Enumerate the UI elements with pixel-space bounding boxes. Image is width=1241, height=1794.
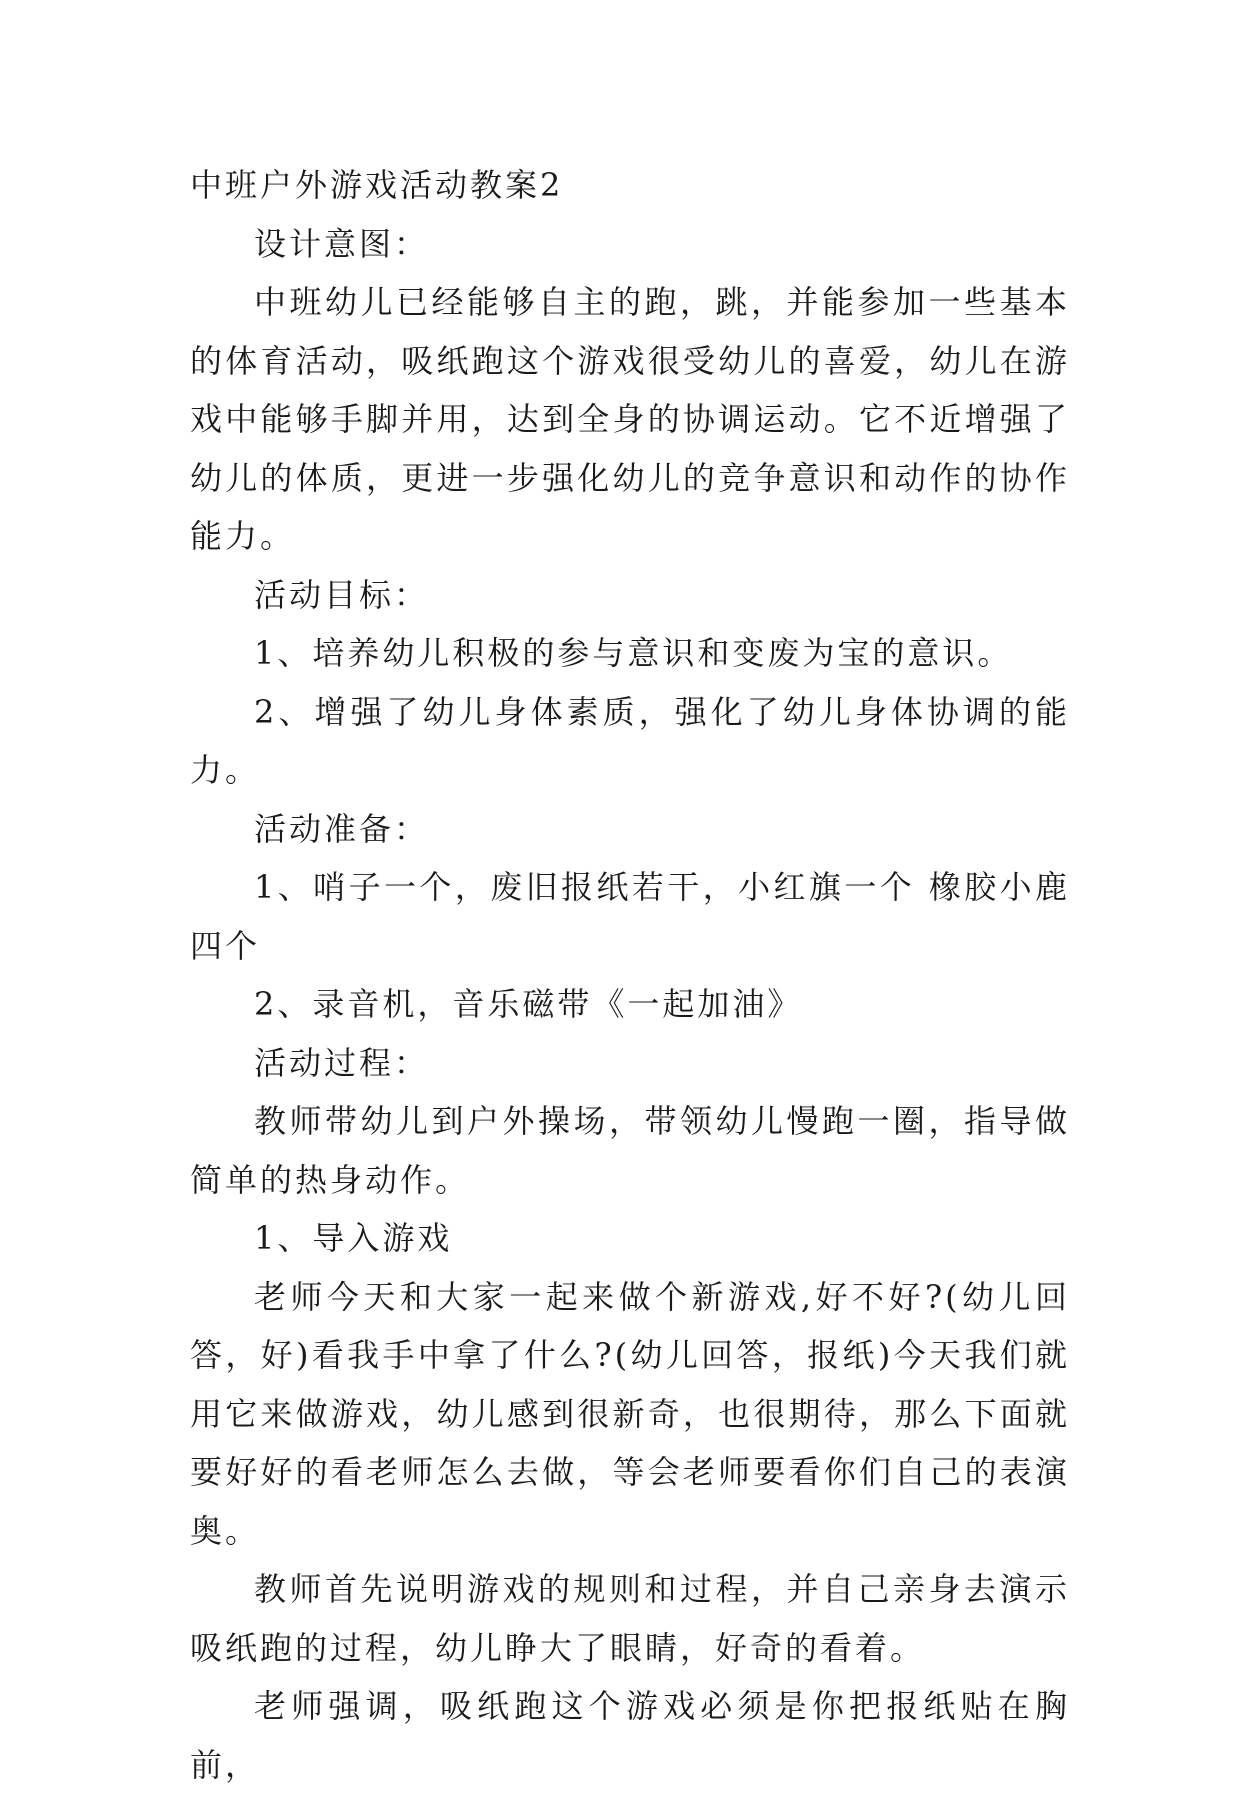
paragraph-goal-2: 2、增强了幼儿身体素质，强化了幼儿身体协调的能力。: [190, 692, 1070, 789]
paragraph-step-1-heading: 1、导入游戏: [254, 1219, 453, 1257]
document-title: 中班户外游戏活动教案2: [190, 166, 564, 204]
paragraph-design-intent: 中班幼儿已经能够自主的跑，跳，并能参加一些基本的体育活动，吸纸跑这个游戏很受幼儿的喜爱，幼儿在游戏中能够手脚并用，达到全身的协调运动。它不近增强了幼儿的体质，更进一步强化幼儿的竞争意识和动作的协作能力。: [190, 283, 1070, 555]
paragraph-introduction: 老师今天和大家一起来做个新游戏,好不好?(幼儿回答，好)看我手中拿了什么?(幼儿回答，报纸)今天我们就用它来做游戏，幼儿感到很新奇，也很期待，那么下面就要好好的看老师怎么去做，等会老师要看你们自己的表演奥。: [190, 1277, 1070, 1550]
paragraph-goal-1: 1、培养幼儿积极的参与意识和变废为宝的意识。: [254, 634, 1013, 672]
paragraph-design-intent-heading: 设计意图：: [254, 224, 430, 263]
paragraph-preparation-heading: 活动准备：: [254, 809, 430, 848]
paragraph-process-heading: 活动过程：: [254, 1043, 430, 1082]
paragraph-rules: 教师首先说明游戏的规则和过程，并自己亲身去演示吸纸跑的过程，幼儿睁大了眼睛，好奇的看着。: [190, 1570, 1070, 1667]
document-body: [190, 156, 1070, 1794]
paragraph-preparation-2: 2、录音机，音乐磁带《一起加油》: [254, 985, 803, 1023]
paragraph-preparation-1: 1、哨子一个，废旧报纸若干，小红旗一个 橡胶小鹿四个: [190, 868, 1070, 965]
paragraph-warmup: 教师带幼儿到户外操场，带领幼儿慢跑一圈，指导做简单的热身动作。: [190, 1102, 1070, 1199]
paragraph-goals-heading: 活动目标：: [254, 575, 430, 614]
paragraph-emphasis: 老师强调，吸纸跑这个游戏必须是你把报纸贴在胸前，: [190, 1687, 1070, 1784]
